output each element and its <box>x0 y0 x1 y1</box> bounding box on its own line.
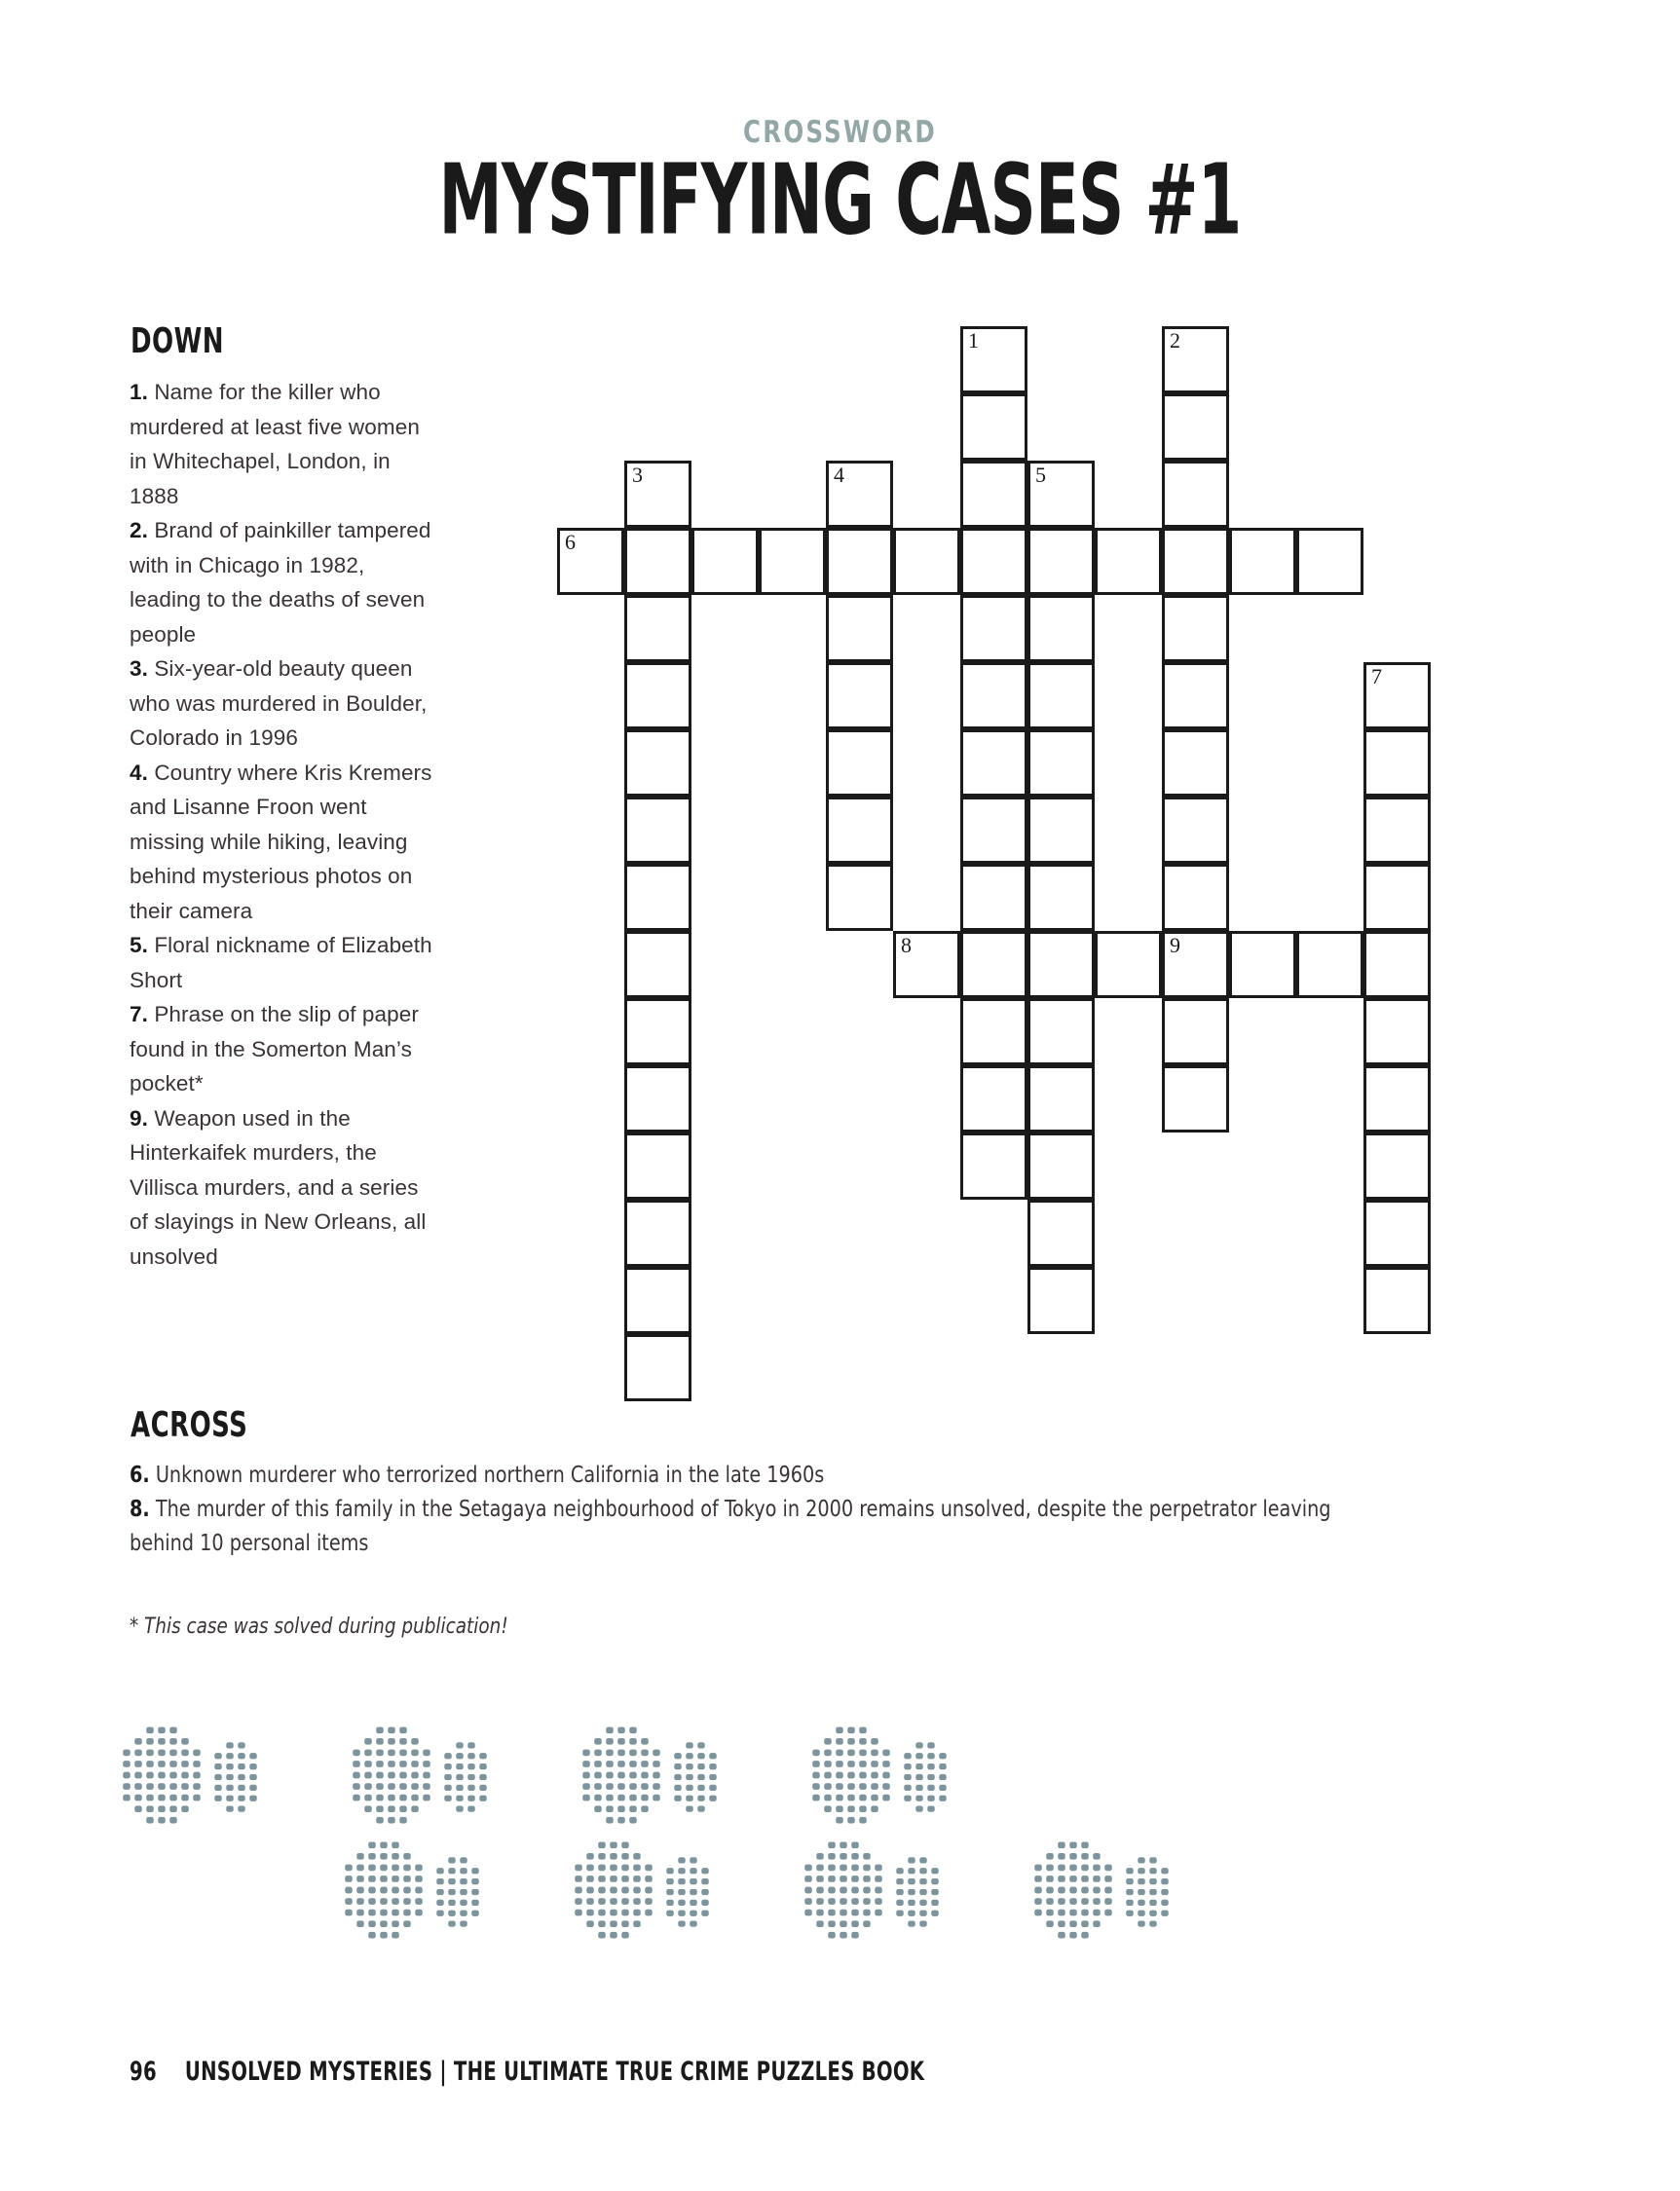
grid-cell-number: 5 <box>1035 463 1046 487</box>
grid-cell[interactable] <box>1027 1065 1095 1133</box>
grid-cell[interactable] <box>960 998 1027 1065</box>
grid-cell[interactable] <box>624 931 691 998</box>
shoe-print-pair <box>799 1834 964 1950</box>
grid-cell[interactable] <box>1095 528 1162 595</box>
clue-text: Six-year-old beauty queen who was murdered in Boulder, Colorado in 1996 <box>130 656 428 750</box>
grid-cell[interactable] <box>1027 461 1095 528</box>
down-clue-list <box>130 375 439 1274</box>
shoe-print-pair <box>569 1834 734 1950</box>
grid-cell[interactable] <box>1363 797 1431 864</box>
page-kicker: CROSSWORD <box>743 115 937 150</box>
grid-cell[interactable] <box>1162 729 1229 797</box>
clue-text: Weapon used in the Hinterkaifek murders, the Villisca murders, and a series of slayings in New Orleans, all unsolved <box>130 1105 427 1269</box>
grid-cell[interactable] <box>1027 662 1095 729</box>
grid-cell[interactable] <box>1027 998 1095 1065</box>
footer-page-number: 96 <box>130 2057 157 2087</box>
shoe-print-pair <box>806 1719 972 1836</box>
grid-cell[interactable] <box>624 461 691 528</box>
shoe-print-icon <box>1028 1834 1194 1950</box>
grid-cell[interactable] <box>960 461 1027 528</box>
shoe-print-icon <box>806 1719 972 1836</box>
grid-cell[interactable] <box>1363 1200 1431 1267</box>
footnote: * This case was solved during publication! <box>130 1615 508 1639</box>
grid-cell[interactable] <box>960 864 1027 931</box>
grid-cell[interactable] <box>624 864 691 931</box>
grid-cell-number: 1 <box>968 328 979 353</box>
grid-cell-number: 9 <box>1170 933 1180 957</box>
grid-cell[interactable] <box>1162 797 1229 864</box>
grid-cell[interactable] <box>1363 931 1431 998</box>
grid-cell[interactable] <box>624 1133 691 1200</box>
grid-cell[interactable] <box>826 797 893 864</box>
clue-number: 5. <box>130 933 148 957</box>
shoe-print-pair <box>117 1719 282 1836</box>
page-footer <box>130 2057 924 2087</box>
grid-cell-number: 6 <box>565 530 576 554</box>
clue-text: Brand of painkiller tampered with in Chicago in 1982, leading to the deaths of seven people <box>130 518 431 647</box>
grid-cell[interactable] <box>624 1200 691 1267</box>
clue-text: Floral nickname of Elizabeth Short <box>130 933 432 992</box>
grid-cell[interactable] <box>893 931 960 998</box>
grid-cell[interactable] <box>893 528 960 595</box>
across-section-heading: ACROSS <box>131 1405 248 1446</box>
grid-cell[interactable] <box>1162 864 1229 931</box>
grid-cell[interactable] <box>960 595 1027 662</box>
down-clue-9 <box>130 1101 439 1275</box>
grid-cell[interactable] <box>624 1267 691 1334</box>
shoe-print-pair <box>339 1834 504 1950</box>
down-clue-4 <box>130 756 439 929</box>
grid-cell[interactable] <box>1162 662 1229 729</box>
grid-cell[interactable] <box>1363 864 1431 931</box>
shoe-print-icon <box>577 1719 742 1836</box>
grid-cell[interactable] <box>624 1334 691 1401</box>
grid-cell[interactable] <box>826 864 893 931</box>
shoe-print-icon <box>347 1719 512 1836</box>
grid-cell[interactable] <box>1027 1200 1095 1267</box>
grid-cell[interactable] <box>1363 998 1431 1065</box>
clue-number: 7. <box>130 1002 148 1026</box>
across-clue-list <box>130 1459 1493 1561</box>
grid-cell[interactable] <box>624 729 691 797</box>
clue-number: 9. <box>130 1105 148 1131</box>
grid-cell[interactable] <box>1027 1133 1095 1200</box>
clue-text: Unknown murderer who terrorized northern California in the late 1960s <box>149 1463 825 1488</box>
grid-cell[interactable] <box>624 797 691 864</box>
clue-number: 6. <box>130 1463 150 1488</box>
grid-cell[interactable] <box>624 662 691 729</box>
shoe-print-icon <box>799 1834 964 1950</box>
grid-cell[interactable] <box>1363 1133 1431 1200</box>
down-clue-2 <box>130 513 439 651</box>
clue-text: Country where Kris Kremers and Lisanne Froon went missing while hiking, leaving behind mysterious photos on their camera <box>130 760 432 923</box>
grid-cell[interactable] <box>960 1133 1027 1200</box>
clue-number: 2. <box>130 518 148 542</box>
grid-cell-number: 3 <box>632 463 643 487</box>
grid-cell[interactable] <box>557 528 624 595</box>
grid-cell[interactable] <box>960 326 1027 393</box>
grid-cell[interactable] <box>624 1065 691 1133</box>
grid-cell[interactable] <box>826 461 893 528</box>
clue-number: 3. <box>130 656 148 681</box>
clue-text: Name for the killer who murdered at least five women in Whitechapel, London, in 1888 <box>130 380 420 508</box>
grid-cell[interactable] <box>960 662 1027 729</box>
shoe-print-icon <box>339 1834 504 1950</box>
grid-cell[interactable] <box>1027 797 1095 864</box>
down-clue-3 <box>130 651 439 756</box>
grid-cell[interactable] <box>1027 528 1095 595</box>
down-section-heading: DOWN <box>131 321 224 362</box>
grid-cell[interactable] <box>1296 528 1363 595</box>
grid-cell[interactable] <box>1027 931 1095 998</box>
grid-cell[interactable] <box>624 528 691 595</box>
grid-cell[interactable] <box>826 662 893 729</box>
clue-text: Phrase on the slip of paper found in the Somerton Man’s pocket* <box>130 1002 419 1096</box>
across-clue-8 <box>130 1493 1398 1561</box>
grid-cell[interactable] <box>1162 998 1229 1065</box>
grid-cell[interactable] <box>759 528 826 595</box>
clue-number: 1. <box>130 380 148 404</box>
clue-number: 4. <box>130 760 148 785</box>
grid-cell[interactable] <box>1095 931 1162 998</box>
across-clue-6 <box>130 1459 1398 1493</box>
clue-number: 8. <box>130 1497 150 1522</box>
grid-cell[interactable] <box>1363 729 1431 797</box>
grid-cell[interactable] <box>1162 393 1229 461</box>
grid-cell[interactable] <box>826 729 893 797</box>
grid-cell-number: 4 <box>834 463 844 487</box>
grid-cell-number: 7 <box>1371 664 1382 688</box>
grid-cell[interactable] <box>1363 662 1431 729</box>
grid-cell[interactable] <box>1162 528 1229 595</box>
down-clue-7 <box>130 997 439 1101</box>
grid-cell[interactable] <box>1027 595 1095 662</box>
grid-cell[interactable] <box>1027 729 1095 797</box>
grid-cell[interactable] <box>826 528 893 595</box>
grid-cell[interactable] <box>1027 1267 1095 1334</box>
page-title: MYSTIFYING CASES #1 <box>438 144 1242 257</box>
grid-cell[interactable] <box>960 797 1027 864</box>
grid-cell[interactable] <box>826 595 893 662</box>
grid-cell[interactable] <box>960 393 1027 461</box>
grid-cell[interactable] <box>624 998 691 1065</box>
grid-cell[interactable] <box>960 528 1027 595</box>
grid-cell[interactable] <box>1363 1267 1431 1334</box>
shoe-print-icon <box>117 1719 282 1836</box>
grid-cell[interactable] <box>1363 1065 1431 1133</box>
grid-cell[interactable] <box>1027 864 1095 931</box>
grid-cell[interactable] <box>1162 931 1229 998</box>
grid-cell[interactable] <box>1229 931 1296 998</box>
shoe-print-pair <box>577 1719 742 1836</box>
grid-cell[interactable] <box>624 595 691 662</box>
shoe-print-icon <box>569 1834 734 1950</box>
down-clue-5 <box>130 928 439 997</box>
grid-cell[interactable] <box>960 931 1027 998</box>
grid-cell-number: 2 <box>1170 328 1180 353</box>
down-clue-1 <box>130 375 439 513</box>
grid-cell[interactable] <box>1296 931 1363 998</box>
grid-cell[interactable] <box>1162 326 1229 393</box>
grid-cell[interactable] <box>1229 528 1296 595</box>
grid-cell[interactable] <box>1162 1065 1229 1133</box>
footer-book-title: UNSOLVED MYSTERIES | THE ULTIMATE TRUE CRIME PUZZLES BOOK <box>184 2057 925 2087</box>
grid-cell[interactable] <box>691 528 759 595</box>
grid-cell-number: 8 <box>901 933 912 957</box>
crossword-grid[interactable] <box>557 326 1434 1388</box>
shoe-print-pair <box>1028 1834 1194 1950</box>
shoe-print-pair <box>347 1719 512 1836</box>
clue-text: The murder of this family in the Setagaya neighbourhood of Tokyo in 2000 remains unsolved, despite the perpetrator leaving behind 10 personal items <box>130 1497 1331 1556</box>
grid-cell[interactable] <box>960 1065 1027 1133</box>
grid-cell[interactable] <box>1162 595 1229 662</box>
grid-cell[interactable] <box>1162 461 1229 528</box>
shoe-print-decoration <box>117 1709 1529 1952</box>
grid-cell[interactable] <box>960 729 1027 797</box>
